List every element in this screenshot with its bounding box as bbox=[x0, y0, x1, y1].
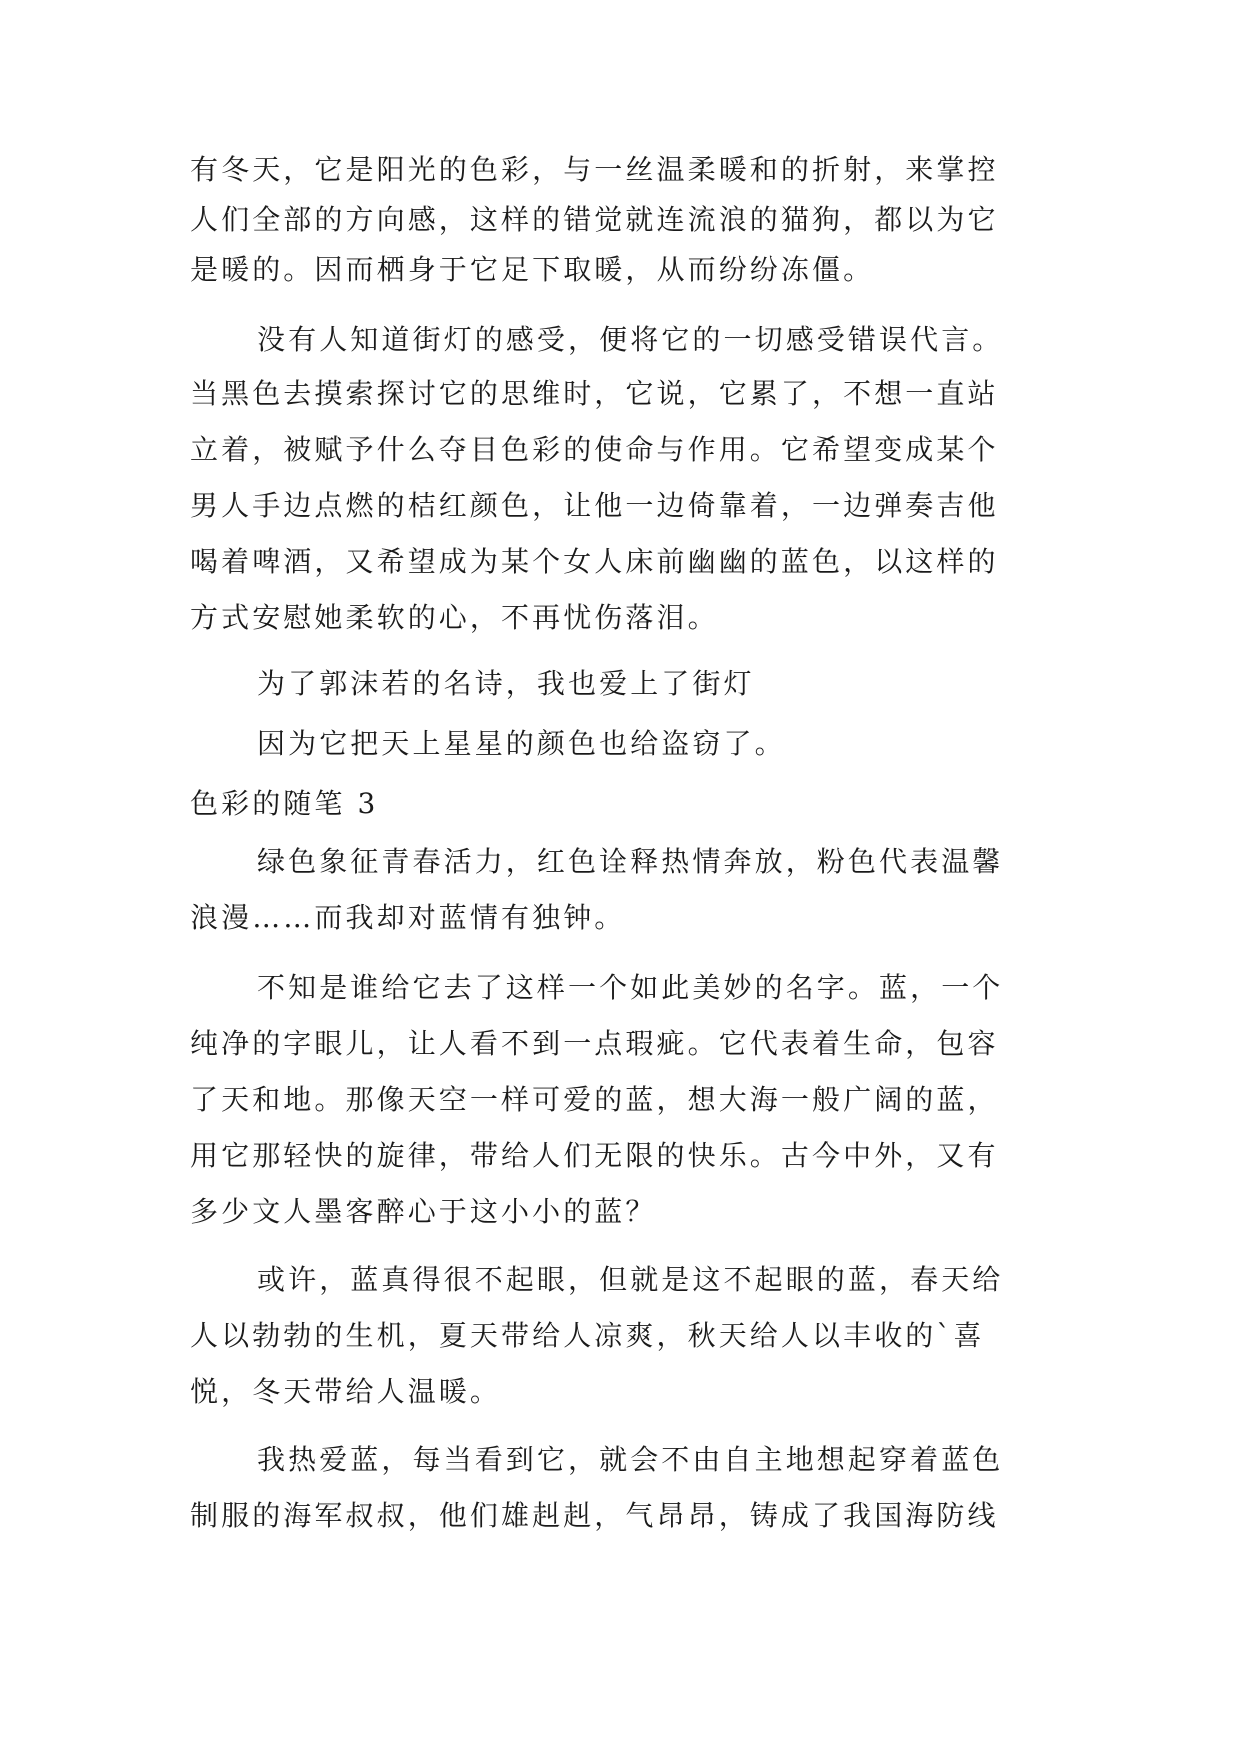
text-line: 喝着啤酒，又希望成为某个女人床前幽幽的蓝色，以这样的 bbox=[190, 545, 999, 578]
paragraph-first-line: 我热爱蓝，每当看到它，就会不由自主地想起穿着蓝色 bbox=[257, 1443, 1004, 1476]
text-line: 多少文人墨客醉心于这小小的蓝？ bbox=[190, 1195, 657, 1228]
text-line: 纯净的字眼儿，让人看不到一点瑕疵。它代表着生命，包容 bbox=[190, 1027, 999, 1060]
text-line: 方式安慰她柔软的心，不再忧伤落泪。 bbox=[190, 601, 719, 634]
text-line: 是暖的。因而栖身于它足下取暖，从而纷纷冻僵。 bbox=[190, 253, 875, 286]
text-line: 浪漫……而我却对蓝情有独钟。 bbox=[190, 901, 626, 934]
text-line: 了天和地。那像天空一样可爱的蓝，想大海一般广阔的蓝， bbox=[190, 1083, 999, 1116]
text-line: 用它那轻快的旋律，带给人们无限的快乐。古今中外，又有 bbox=[190, 1139, 999, 1172]
text-line: 人以勃勃的生机，夏天带给人凉爽，秋天给人以丰收的`喜 bbox=[190, 1319, 985, 1352]
text-line: 有冬天，它是阳光的色彩，与一丝温柔暖和的折射，来掌控 bbox=[190, 153, 999, 186]
paragraph-first-line: 绿色象征青春活力，红色诠释热情奔放，粉色代表温馨 bbox=[257, 845, 1004, 878]
paragraph-first-line: 没有人知道街灯的感受，便将它的一切感受错误代言。 bbox=[257, 323, 1004, 356]
text-line: 悦，冬天带给人温暖。 bbox=[190, 1375, 502, 1408]
poem-line: 因为它把天上星星的颜色也给盗窃了。 bbox=[257, 727, 786, 760]
text-line: 立着，被赋予什么夺目色彩的使命与作用。它希望变成某个 bbox=[190, 433, 999, 466]
section-heading: 色彩的随笔 3 bbox=[190, 787, 379, 820]
paragraph-first-line: 或许，蓝真得很不起眼，但就是这不起眼的蓝，春天给 bbox=[257, 1263, 1004, 1296]
text-line: 人们全部的方向感，这样的错觉就连流浪的猫狗，都以为它 bbox=[190, 203, 999, 236]
text-line: 男人手边点燃的桔红颜色，让他一边倚靠着，一边弹奏吉他 bbox=[190, 489, 999, 522]
poem-line: 为了郭沫若的名诗，我也爱上了街灯 bbox=[257, 667, 755, 700]
text-line: 当黑色去摸索探讨它的思维时，它说，它累了，不想一直站 bbox=[190, 377, 999, 410]
text-line: 制服的海军叔叔，他们雄赳赳，气昂昂，铸成了我国海防线 bbox=[190, 1499, 999, 1532]
paragraph-first-line: 不知是谁给它去了这样一个如此美妙的名字。蓝，一个 bbox=[257, 971, 1004, 1004]
